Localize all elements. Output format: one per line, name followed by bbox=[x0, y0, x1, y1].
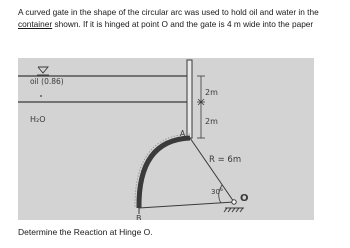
problem-statement bbox=[18, 7, 343, 30]
oil-label: oil (0.86) bbox=[30, 77, 64, 86]
question-text: Determine the Reaction at Hinge O. bbox=[18, 227, 153, 237]
base-line bbox=[139, 202, 234, 208]
problem-line-2: shown. If it is hinged at point O and the gate is 4 m wide into the paper bbox=[52, 18, 314, 29]
dot-marker bbox=[40, 95, 42, 97]
free-surface-symbol bbox=[37, 67, 49, 75]
radius-label: R = 6m bbox=[209, 155, 242, 165]
point-b-label: B bbox=[136, 214, 142, 220]
problem-line-1: A curved gate in the shape of the circular arc was used to hold oil and water in the bbox=[18, 7, 319, 17]
curved-gate bbox=[139, 138, 190, 208]
dim-upper-label: 2m bbox=[205, 88, 218, 97]
water-label: H₂O bbox=[30, 115, 46, 124]
container-word: container bbox=[18, 18, 53, 29]
gate-figure bbox=[18, 58, 314, 220]
dimension-line bbox=[197, 76, 205, 138]
angle-label: 30° bbox=[211, 188, 224, 196]
dim-lower-label: 2m bbox=[205, 117, 218, 126]
gate-diagram bbox=[18, 58, 314, 220]
point-a-label: A bbox=[180, 129, 186, 138]
container-wall bbox=[187, 60, 192, 138]
point-o-label: O bbox=[240, 193, 249, 204]
